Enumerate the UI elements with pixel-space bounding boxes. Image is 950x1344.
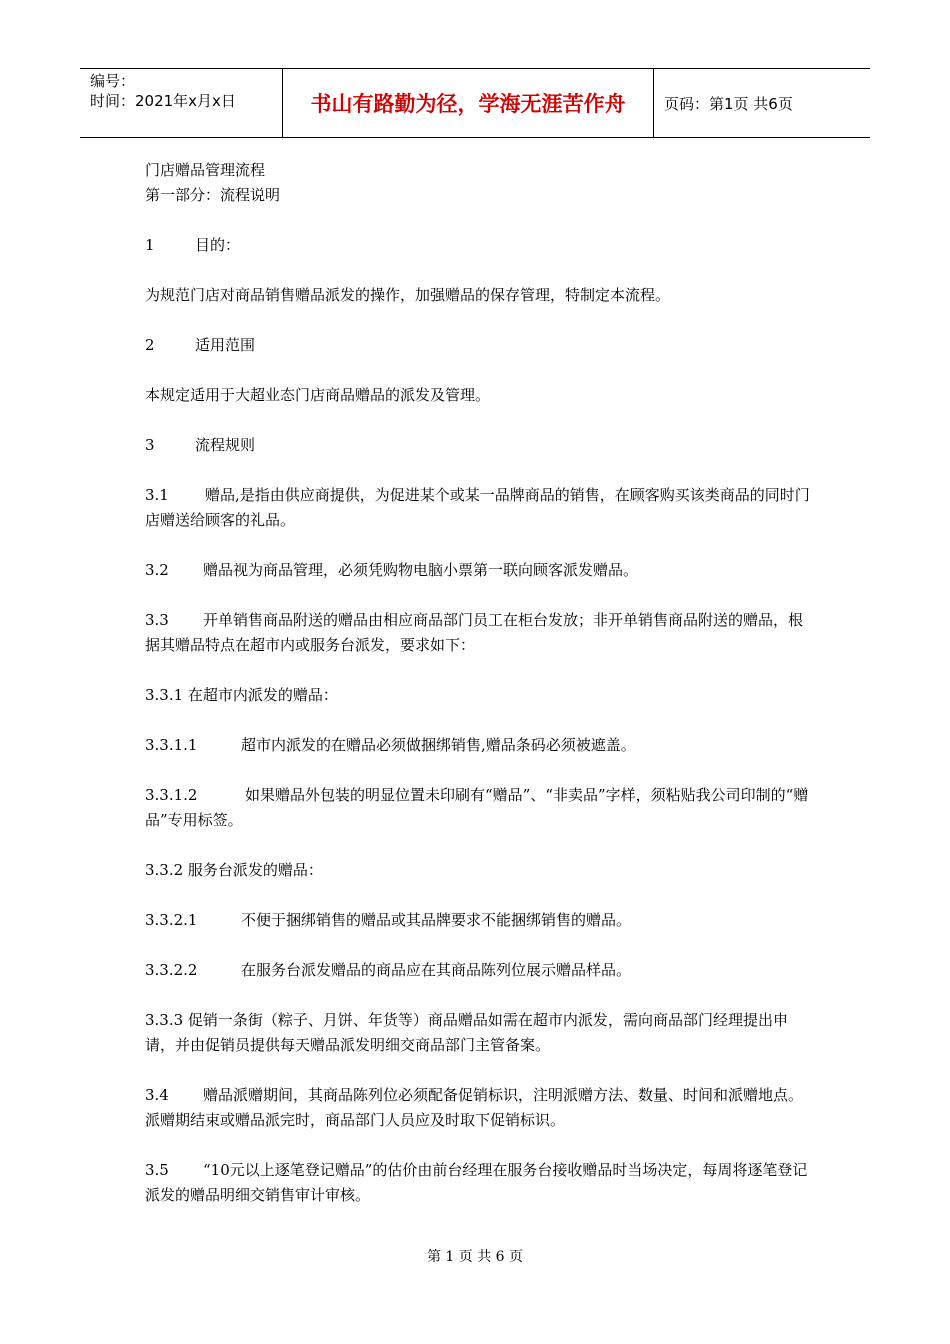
rule-number: 3.3.1.2 [145, 786, 198, 804]
rule-number: 3.3.1.1 [145, 736, 198, 754]
rule-3-3-1-1 [145, 733, 810, 758]
section-3-heading [145, 433, 810, 458]
section-1-heading [145, 233, 810, 258]
code-label: 编号： [90, 72, 136, 90]
rule-number: 3.1 [145, 486, 169, 504]
rule-text: 赠品派赠期间，其商品陈列位必须配备促销标识，注明派赠方法、数量、时间和派赠地点。派赠期结束或赠品派完时，商品部门人员应及时取下促销标识。 [145, 1086, 804, 1129]
rule-text: 赠品视为商品管理，必须凭购物电脑小票第一联向顾客派发赠品。 [203, 561, 639, 579]
rule-3-2 [145, 558, 810, 583]
rule-3-3 [145, 608, 810, 658]
rule-3-3-2-2 [145, 958, 810, 983]
rule-3-5 [145, 1158, 810, 1208]
section-number: 2 [145, 336, 155, 354]
section-number: 1 [145, 236, 155, 254]
rule-text: 不便于捆绑销售的赠品或其品牌要求不能捆绑销售的赠品。 [241, 911, 632, 929]
rule-3-4 [145, 1083, 810, 1133]
rule-3-3-3: 3.3.3 促销一条街（粽子、月饼、年货等）商品赠品如需在超市内派发，需向商品部门经理提出申请，并由促销员提供每天赠品派发明细交商品部门主管备案。 [145, 1011, 788, 1054]
rule-number: 3.3.2.1 [145, 911, 198, 929]
rule-number: 3.2 [145, 561, 169, 579]
section-2-heading [145, 333, 810, 358]
rule-3-3-1-2 [145, 783, 810, 833]
page-footer: 第 1 页 共 6 页 [426, 1249, 524, 1265]
section-2-text: 本规定适用于大超业态门店商品赠品的派发及管理。 [145, 386, 491, 404]
header-meta [80, 69, 282, 137]
doc-part-heading: 第一部分：流程说明 [145, 186, 281, 204]
rule-3-3-2-1 [145, 908, 810, 933]
time-label: 时间：2021年x月x日 [90, 92, 236, 110]
rule-text: 赠品,是指由供应商提供，为促进某个或某一品牌商品的销售，在顾客购买该类商品的同时门店赠送给顾客的礼品。 [145, 486, 810, 529]
rule-3-3-1: 3.3.1 在超市内派发的赠品： [145, 686, 338, 704]
section-1-text: 为规范门店对商品销售赠品派发的操作，加强赠品的保存管理，特制定本流程。 [145, 286, 671, 304]
rule-number: 3.3.2.2 [145, 961, 198, 979]
rule-text: 超市内派发的在赠品必须做捆绑销售,赠品条码必须被遮盖。 [241, 736, 636, 754]
rule-text: 在服务台派发赠品的商品应在其商品陈列位展示赠品样品。 [241, 961, 632, 979]
rule-3-1 [145, 483, 810, 533]
rule-3-3-2: 3.3.2 服务台派发的赠品： [145, 861, 323, 879]
page-header [80, 68, 870, 138]
rule-number: 3.5 [145, 1161, 169, 1179]
document-body [145, 158, 810, 1208]
rule-number: 3.3 [145, 611, 169, 629]
section-number: 3 [145, 436, 155, 454]
header-motto: 书山有路勤为径，学海无涯苦作舟 [282, 69, 654, 137]
section-title: 目的： [195, 236, 241, 254]
rule-text: “10元以上逐笔登记赠品”的估价由前台经理在服务台接收赠品时当场决定，每周将逐笔登记派发的赠品明细交销售审计审核。 [145, 1161, 808, 1204]
rule-number: 3.4 [145, 1086, 169, 1104]
rule-text: 如果赠品外包装的明显位置未印刷有“赠品”、“非卖品”字样，须粘贴我公司印制的“赠品”专用标签。 [145, 786, 809, 829]
header-page-info: 页码：第1页 共6页 [664, 94, 793, 113]
rule-text: 开单销售商品附送的赠品由相应商品部门员工在柜台发放；非开单销售商品附送的赠品，根据其赠品特点在超市内或服务台派发，要求如下： [145, 611, 804, 654]
doc-title: 门店赠品管理流程 [145, 161, 266, 179]
section-title: 适用范围 [195, 336, 256, 354]
section-title: 流程规则 [195, 436, 256, 454]
